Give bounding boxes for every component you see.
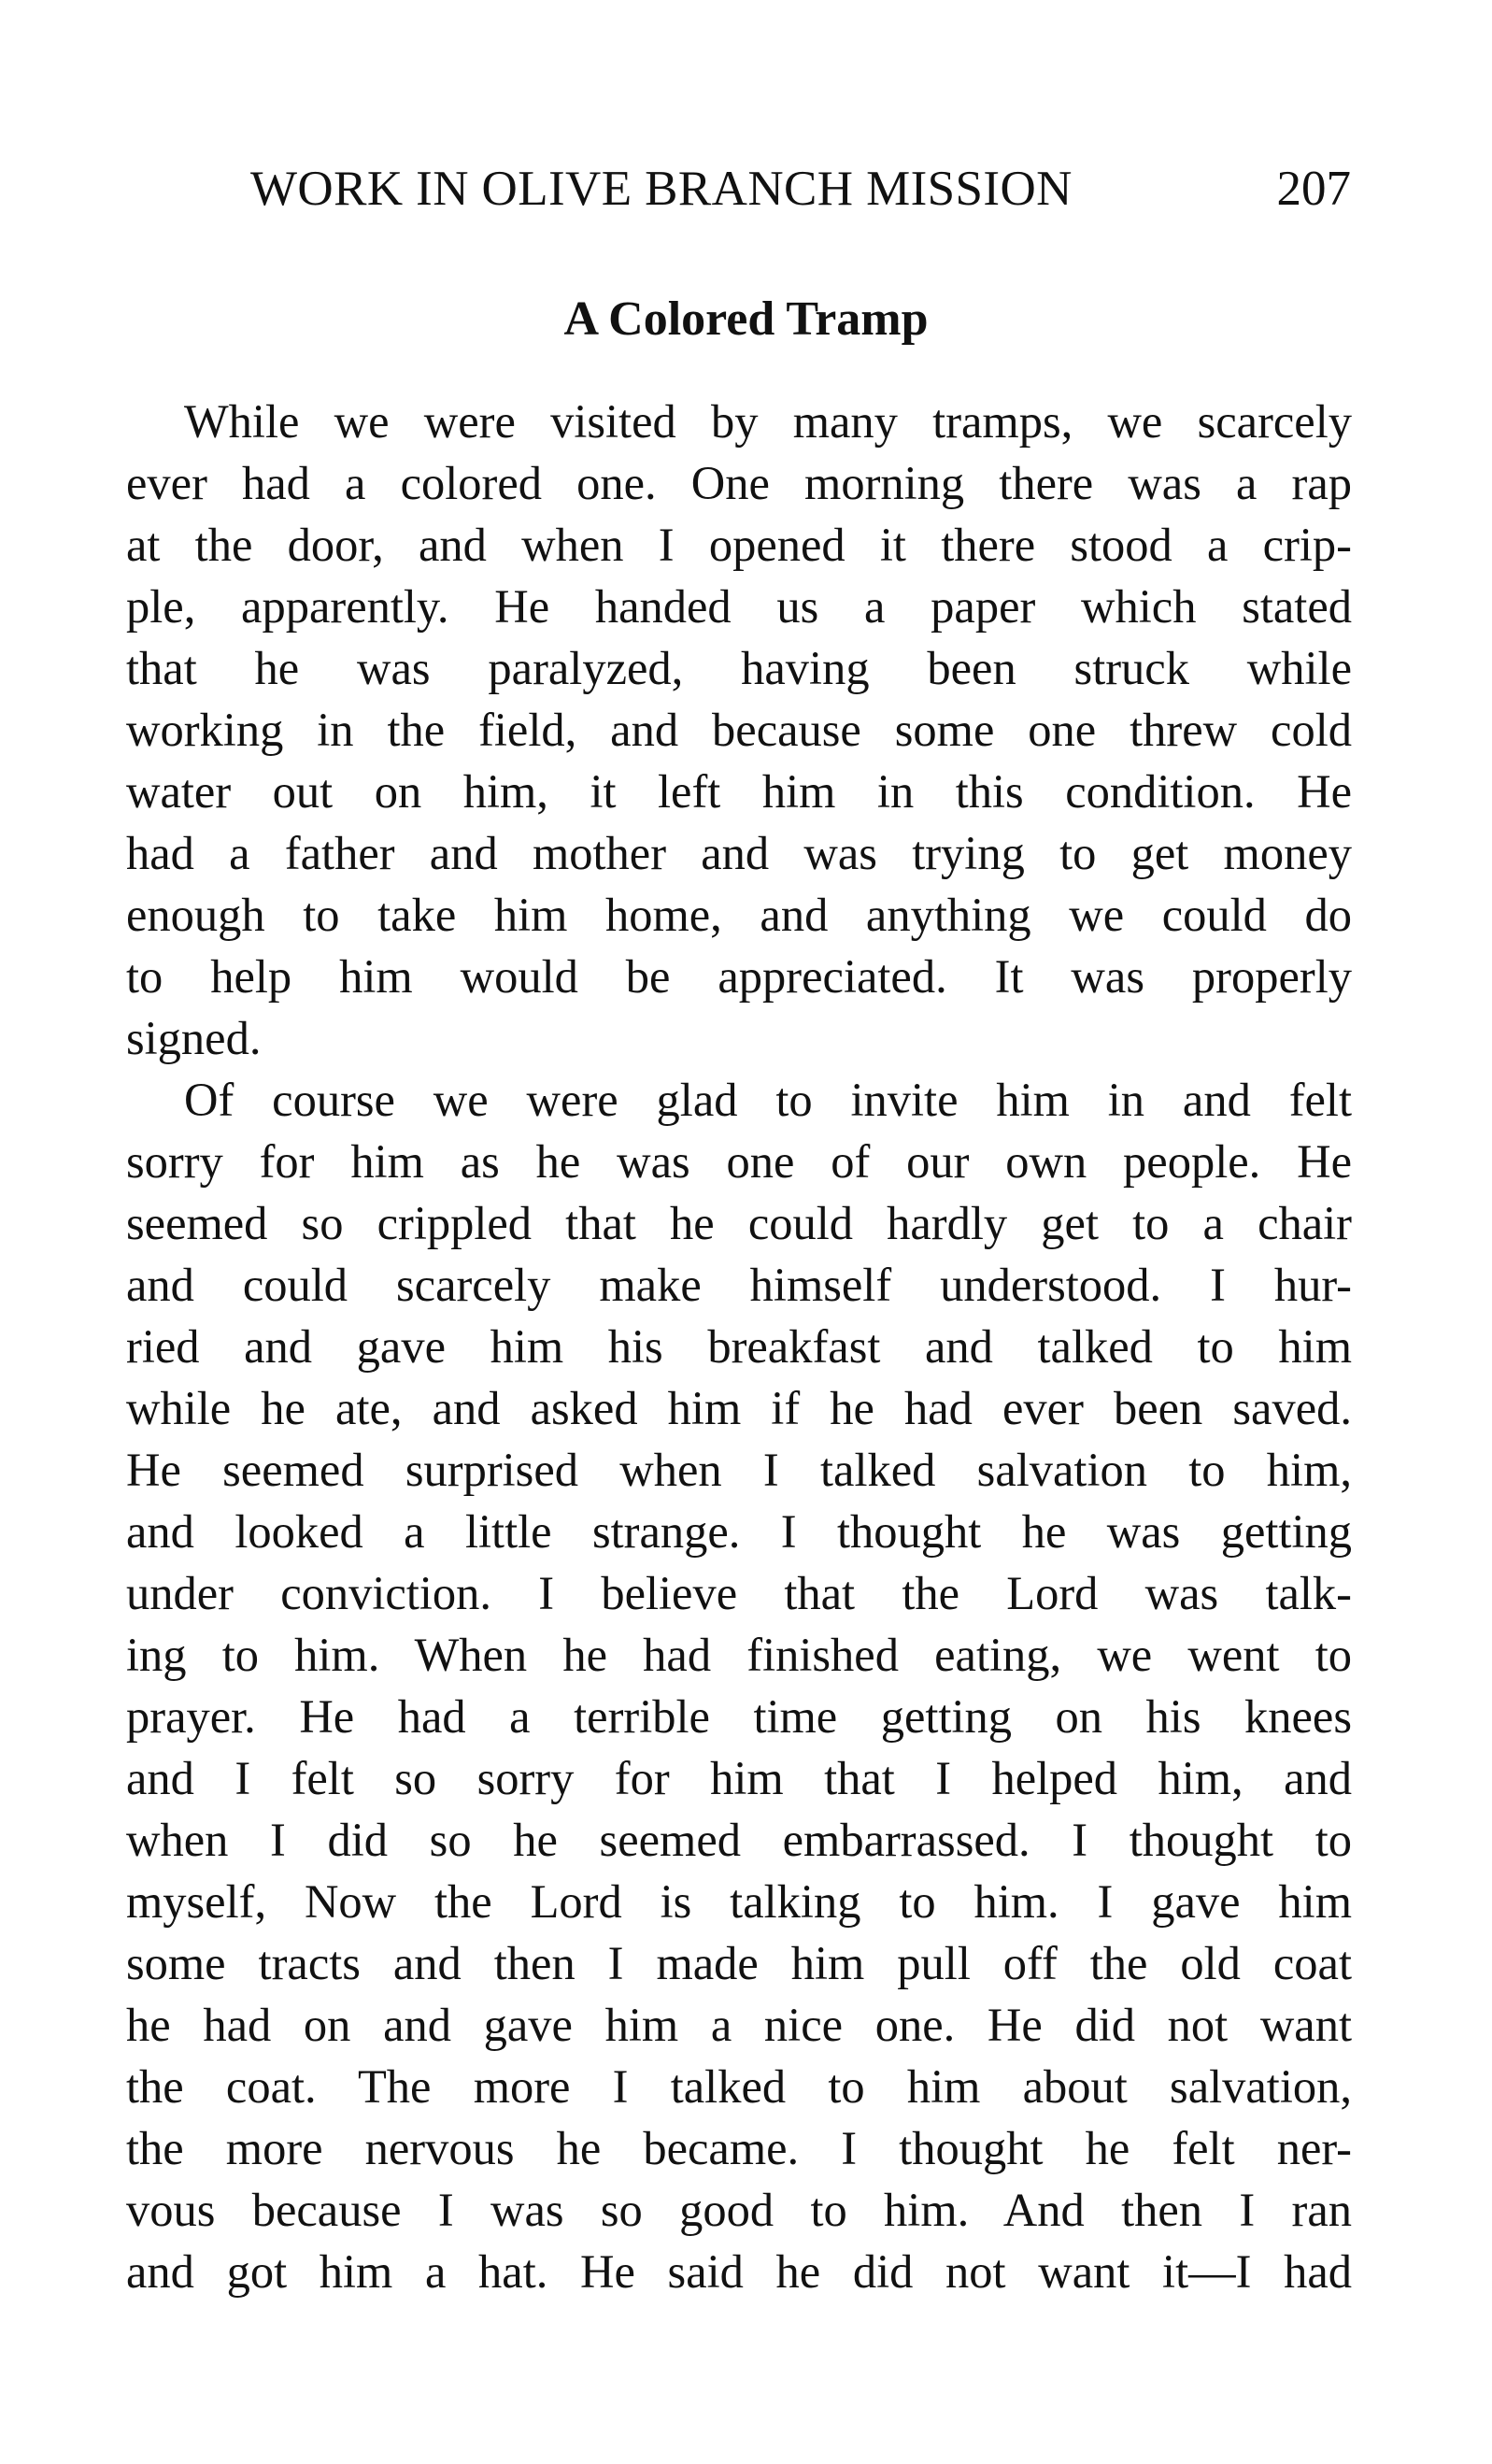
text-line: myself, Now the Lord is talking to him. I gave him: [126, 1875, 1352, 1928]
text-line: prayer. He had a terrible time getting on his knees: [126, 1690, 1352, 1743]
text-line: under conviction. I believe that the Lord was talk-: [126, 1567, 1352, 1619]
section-title: A Colored Tramp: [563, 292, 929, 346]
text-line: ried and gave him his breakfast and talked to him: [126, 1320, 1352, 1373]
text-line: Of course we were glad to invite him in and felt: [184, 1074, 1352, 1126]
text-line: sorry for him as he was one of our own people. He: [126, 1135, 1352, 1188]
text-line: and could scarcely make himself understood. I hur-: [126, 1259, 1352, 1311]
text-line: ing to him. When he had finished eating, we went to: [126, 1629, 1352, 1681]
text-line: while he ate, and asked him if he had ever been saved.: [126, 1382, 1352, 1434]
running-header: [250, 161, 1351, 217]
page-number: 207: [1276, 162, 1351, 216]
text-line: and I felt so sorry for him that I helped him, and: [126, 1752, 1352, 1804]
text-line: that he was paralyzed, having been struck while: [126, 642, 1352, 694]
text-line: signed.: [126, 1012, 262, 1064]
running-title: WORK IN OLIVE BRANCH MISSION: [250, 162, 1073, 216]
text-line: had a father and mother and was trying to get money: [126, 827, 1352, 879]
text-line: water out on him, it left him in this condition. He: [126, 765, 1352, 818]
text-line: ple, apparently. He handed us a paper which stated: [126, 580, 1352, 633]
text-line: when I did so he seemed embarrassed. I thought to: [126, 1814, 1352, 1866]
text-line: the coat. The more I talked to him about salvation,: [126, 2060, 1352, 2113]
text-line: and looked a little strange. I thought he was getting: [126, 1505, 1352, 1558]
text-line: to help him would be appreciated. It was properly: [126, 950, 1352, 1003]
text-line: While we were visited by many tramps, we scarcely: [184, 395, 1352, 448]
text-line: the more nervous he became. I thought he felt ner-: [126, 2122, 1352, 2174]
text-line: some tracts and then I made him pull off the old coat: [126, 1937, 1352, 1989]
text-line: he had on and gave him a nice one. He did not want: [126, 1999, 1352, 2051]
text-line: seemed so crippled that he could hardly get to a chair: [126, 1197, 1352, 1249]
text-line: vous because I was so good to him. And then I ran: [126, 2184, 1352, 2236]
text-line: ever had a colored one. One morning there was a rap: [126, 457, 1352, 509]
text-line: He seemed surprised when I talked salvation to him,: [126, 1444, 1352, 1496]
text-line: enough to take him home, and anything we could do: [126, 889, 1352, 941]
text-line: at the door, and when I opened it there stood a crip-: [126, 519, 1352, 571]
text-line: and got him a hat. He said he did not want it—I had: [126, 2245, 1352, 2298]
text-line: working in the field, and because some one threw cold: [126, 704, 1352, 756]
